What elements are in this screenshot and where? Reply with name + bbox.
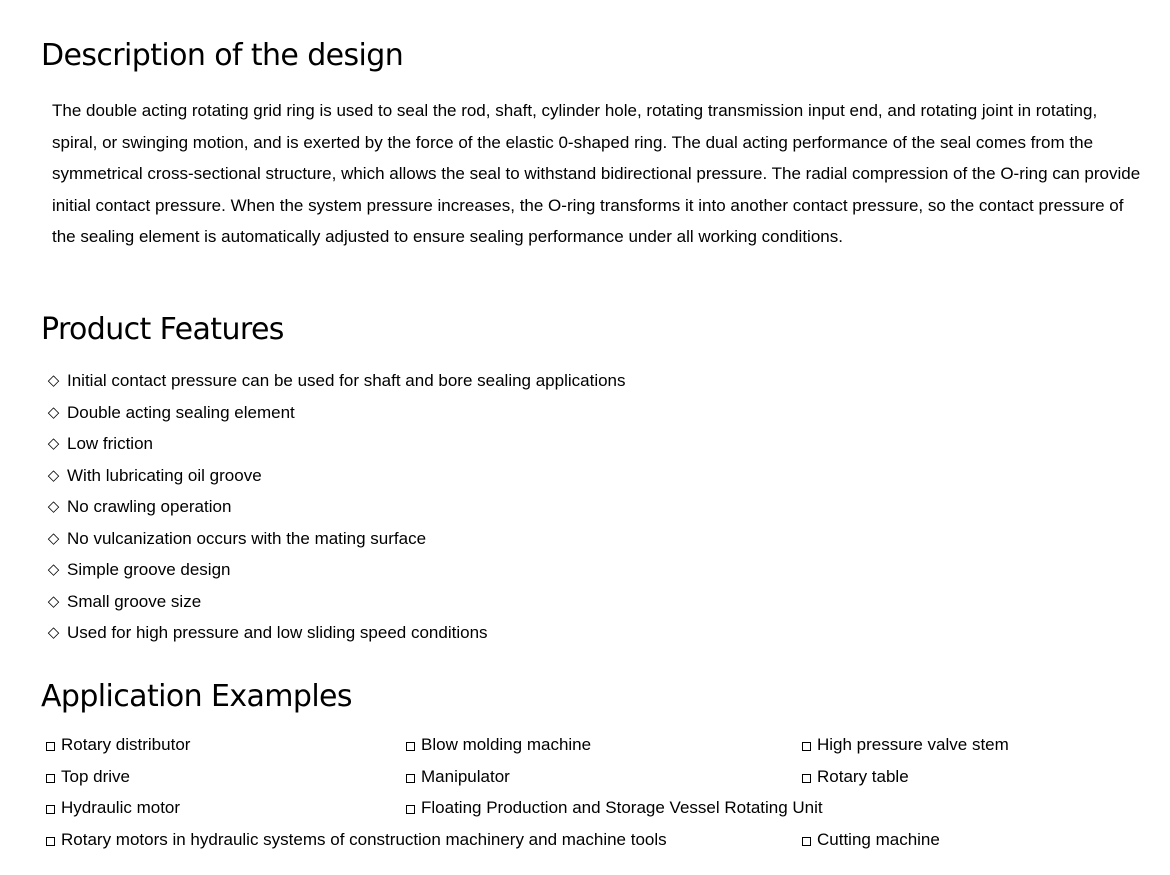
diamond-bullet-icon: ◇ xyxy=(47,402,60,421)
applications-heading: Application Examples xyxy=(41,679,352,714)
diamond-bullet-icon: ◇ xyxy=(47,497,60,515)
square-bullet-icon xyxy=(46,805,55,814)
feature-text: No vulcanization occurs with the mating surface xyxy=(67,528,427,548)
feature-item xyxy=(45,586,626,618)
application-text: Manipulator xyxy=(421,766,510,786)
application-item xyxy=(406,797,823,819)
application-item xyxy=(406,734,591,756)
square-bullet-icon xyxy=(802,837,811,846)
feature-text: Initial contact pressure can be used for shaft and bore sealing applications xyxy=(67,371,626,390)
application-item xyxy=(802,734,1009,756)
application-item xyxy=(46,766,130,788)
diamond-bullet-icon: ◇ xyxy=(47,560,60,578)
feature-item xyxy=(45,460,626,492)
feature-item xyxy=(45,428,626,460)
diamond-bullet-icon: ◇ xyxy=(47,623,60,641)
square-bullet-icon xyxy=(46,742,55,751)
square-bullet-icon xyxy=(802,742,811,751)
feature-item xyxy=(45,523,626,555)
feature-item xyxy=(45,617,626,649)
application-text: Rotary table xyxy=(817,766,909,786)
feature-item xyxy=(45,397,626,429)
feature-text: Double acting sealing element xyxy=(67,402,295,422)
application-text: Cutting machine xyxy=(817,829,940,849)
feature-text: Small groove size xyxy=(67,591,202,611)
application-item xyxy=(46,829,667,851)
diamond-bullet-icon: ◇ xyxy=(47,528,60,547)
features-heading: Product Features xyxy=(41,312,284,347)
diamond-bullet-icon: ◇ xyxy=(47,465,60,484)
feature-item xyxy=(45,365,626,397)
feature-text: Simple groove design xyxy=(67,560,231,579)
application-text: Floating Production and Storage Vessel Rotating Unit xyxy=(421,798,823,817)
application-item xyxy=(46,797,180,819)
application-text: High pressure valve stem xyxy=(817,735,1009,754)
feature-item xyxy=(45,554,626,586)
feature-text: Used for high pressure and low sliding speed conditions xyxy=(67,623,488,642)
feature-text: With lubricating oil groove xyxy=(67,465,262,485)
application-text: Rotary motors in hydraulic systems of construction machinery and machine tools xyxy=(61,829,667,849)
diamond-bullet-icon: ◇ xyxy=(47,371,60,389)
application-item xyxy=(802,766,909,788)
square-bullet-icon xyxy=(802,774,811,783)
square-bullet-icon xyxy=(406,774,415,783)
description-text: The double acting rotating grid ring is used to seal the rod, shaft, cylinder hole, rotating transmission input end, and rotating joint in rotating, spiral, or swinging motion, and is exerted by the force of the elastic 0-shaped ring. The dual acting performance of the seal comes from the symmetrical cross-sectional structure, which allows the seal to withstand bidirectional pressure. The radial compression of the O-ring can provide initial contact pressure. When the system pressure increases, the O-ring transforms it into another contact pressure, so the contact pressure of the sealing element is automatically adjusted to ensure sealing performance under all working conditions. xyxy=(52,101,1141,247)
application-item xyxy=(46,734,190,756)
square-bullet-icon xyxy=(46,837,55,846)
application-text: Rotary distributor xyxy=(61,735,191,754)
feature-text: No crawling operation xyxy=(67,497,232,516)
description-heading: Description of the design xyxy=(41,38,404,73)
square-bullet-icon xyxy=(46,774,55,783)
diamond-bullet-icon: ◇ xyxy=(47,591,60,610)
square-bullet-icon xyxy=(406,805,415,814)
application-text: Hydraulic motor xyxy=(61,798,181,817)
features-list xyxy=(45,365,626,649)
application-item xyxy=(406,766,510,788)
square-bullet-icon xyxy=(406,742,415,751)
feature-item xyxy=(45,491,626,523)
application-item xyxy=(802,829,940,851)
application-text: Top drive xyxy=(61,766,130,786)
application-text: Blow molding machine xyxy=(421,735,592,754)
diamond-bullet-icon: ◇ xyxy=(47,434,60,452)
feature-text: Low friction xyxy=(67,434,153,453)
